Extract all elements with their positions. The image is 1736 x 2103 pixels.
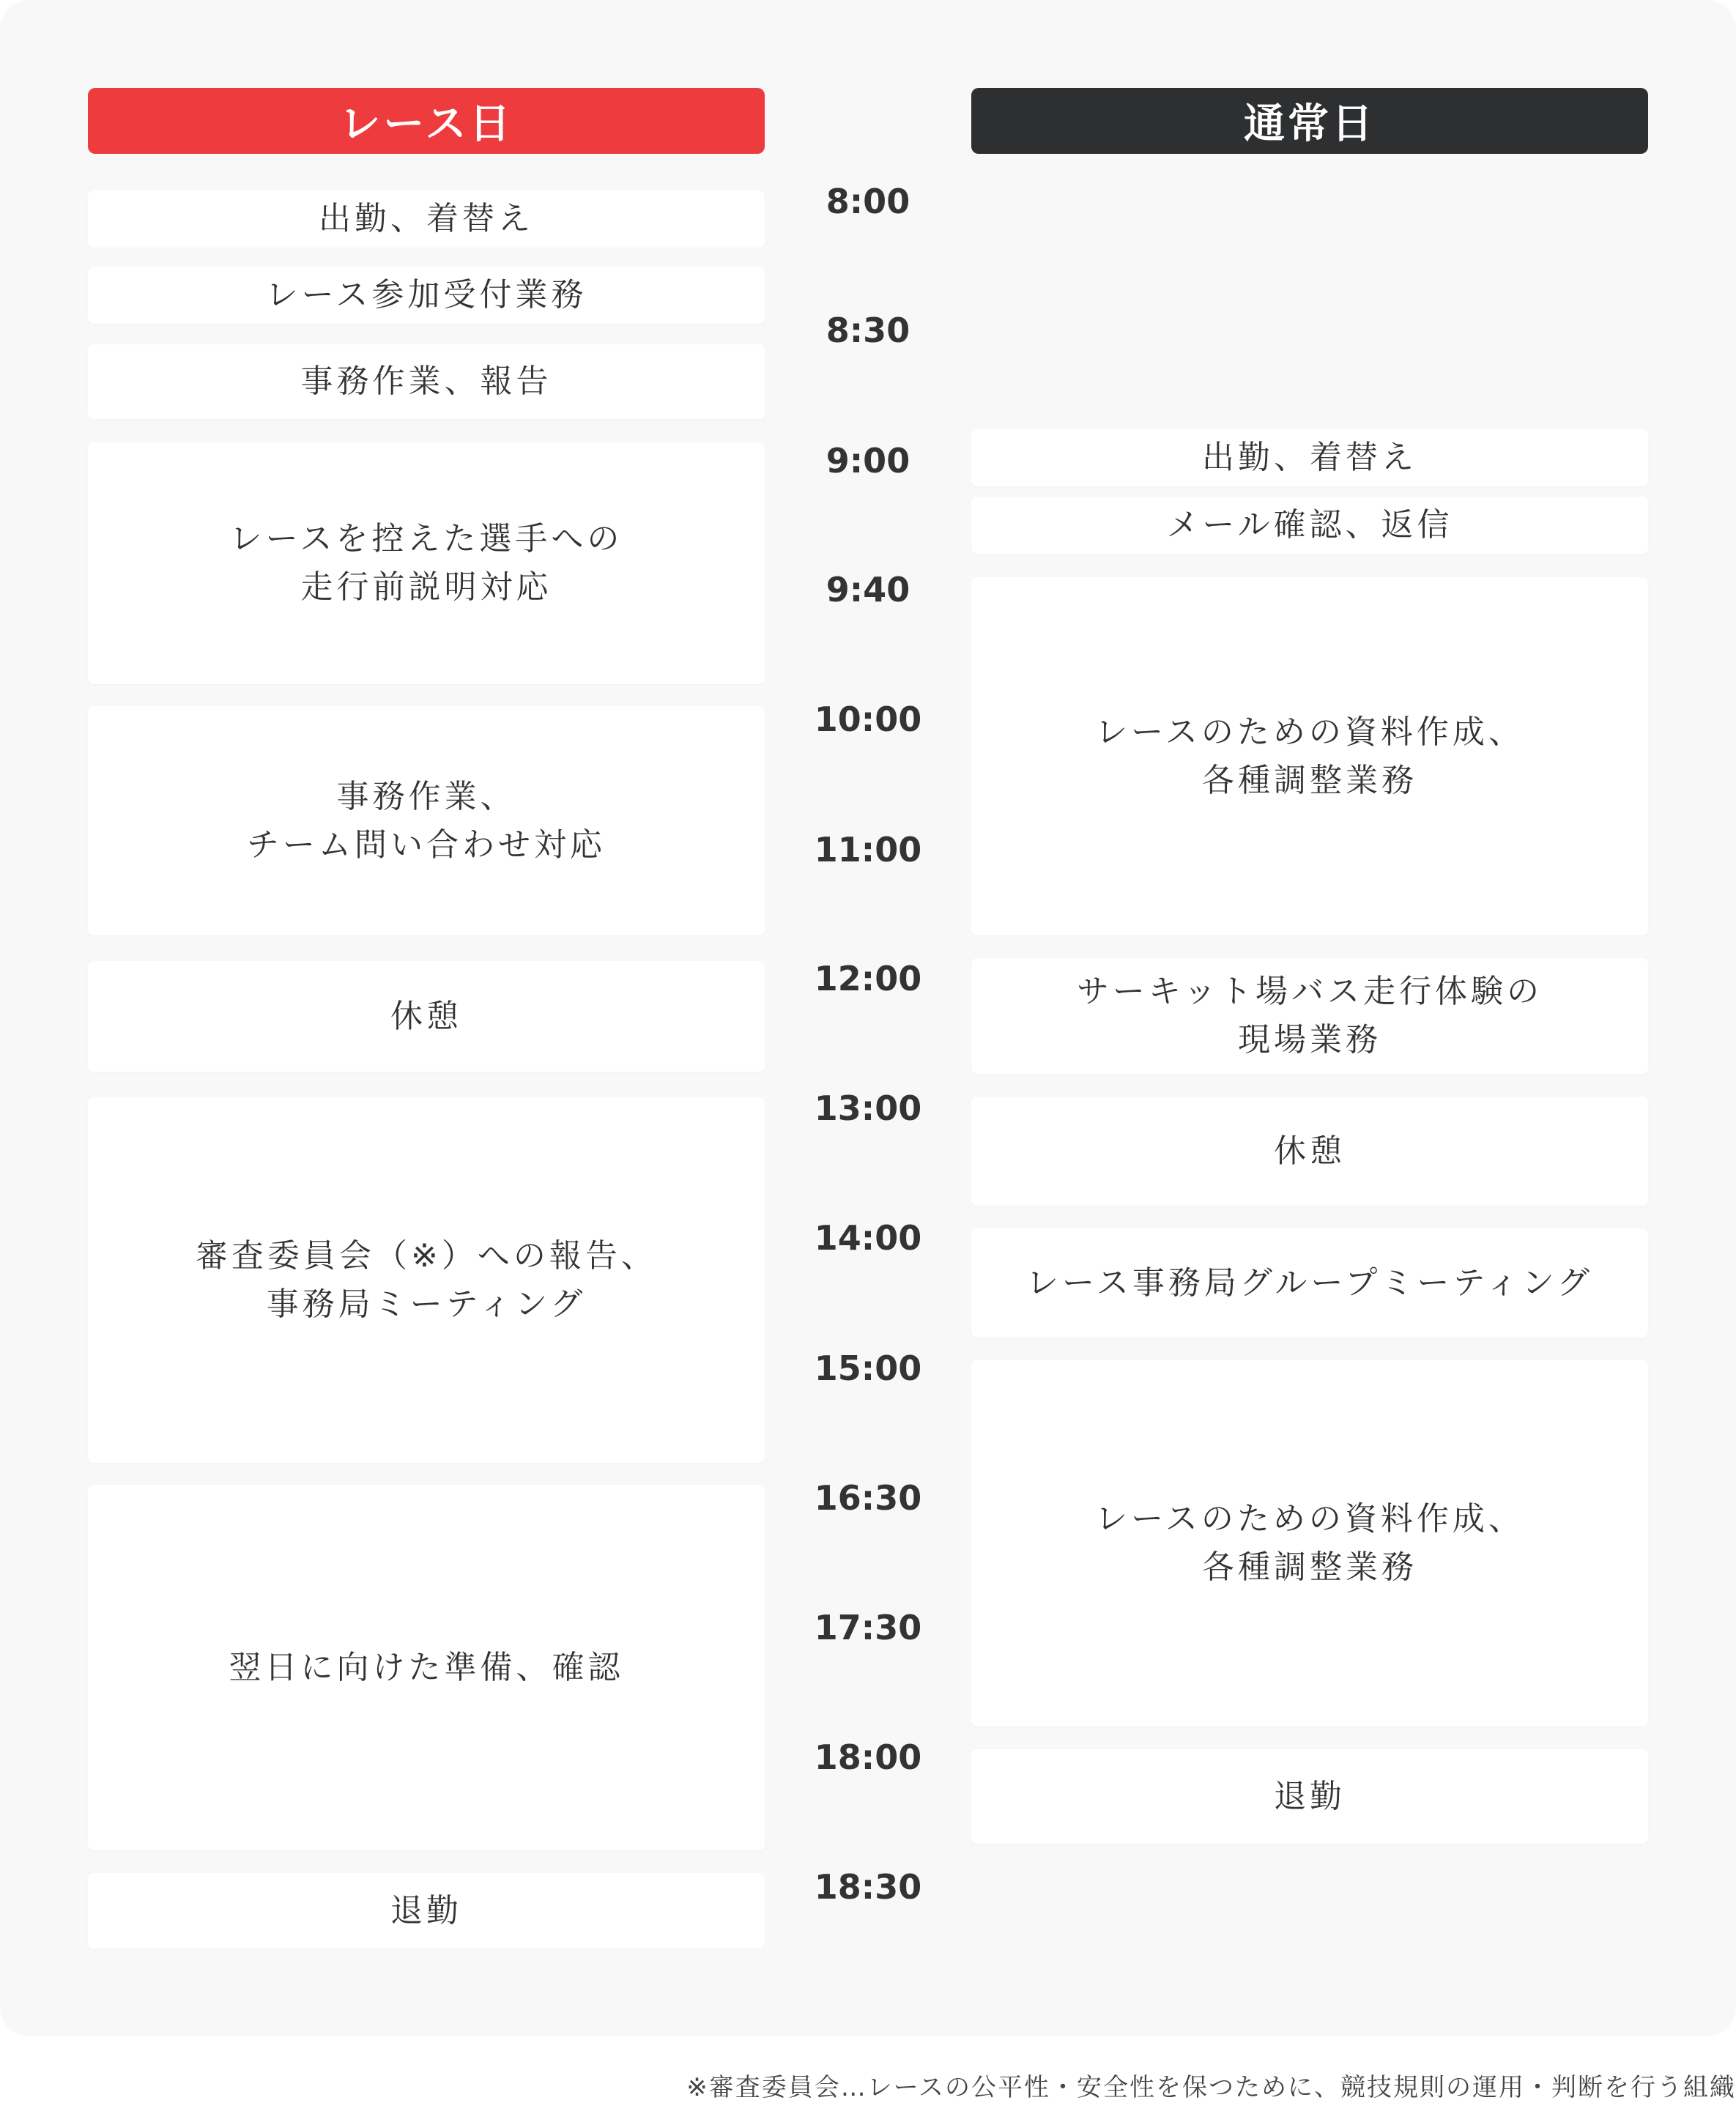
race-day-item: 翌日に向けた準備、確認: [88, 1485, 765, 1850]
normal-day-item: サーキット場バス走行体験の 現場業務: [971, 958, 1648, 1074]
race-day-item: レース参加受付業務: [88, 267, 765, 324]
race-day-item: 休憩: [88, 961, 765, 1072]
time-label: 8:30: [826, 311, 910, 350]
footnote: ※審査委員会…レースの公平性・安全性を保つために、競技規則の運用・判断を行う組織: [686, 2073, 1736, 2102]
normal-day-item: メール確認、返信: [971, 497, 1648, 554]
race-day-item: 事務作業、報告: [88, 344, 765, 419]
race-day-item: 出勤、着替え: [88, 190, 765, 248]
time-label: 10:00: [814, 700, 922, 739]
normal-day-header-label: 通常日: [1244, 100, 1376, 148]
time-label: 12:00: [814, 959, 922, 998]
time-label: 14:00: [814, 1218, 922, 1258]
normal-day-header: [971, 88, 1648, 154]
time-label: 15:00: [814, 1349, 922, 1388]
time-label: 11:00: [814, 830, 922, 869]
race-day-item: 審査委員会（※）への報告、 事務局ミーティング: [88, 1097, 765, 1463]
race-day-item: 事務作業、 チーム問い合わせ対応: [88, 706, 765, 935]
time-label: 17:30: [814, 1608, 922, 1647]
time-label: 18:00: [814, 1737, 922, 1777]
race-day-header-label: レース日: [339, 100, 513, 148]
normal-day-item: 出勤、着替え: [971, 429, 1648, 486]
normal-day-item: レースのための資料作成、 各種調整業務: [971, 1360, 1648, 1726]
race-day-item: 退勤: [88, 1873, 765, 1948]
time-label: 9:00: [826, 441, 910, 481]
normal-day-item: 休憩: [971, 1097, 1648, 1206]
normal-day-item: 退勤: [971, 1749, 1648, 1844]
race-day-item: レースを控えた選手への 走行前説明対応: [88, 442, 765, 684]
time-label: 18:30: [814, 1867, 922, 1907]
time-label: 8:00: [826, 182, 910, 221]
normal-day-item: レース事務局グループミーティング: [971, 1228, 1648, 1338]
normal-day-item: レースのための資料作成、 各種調整業務: [971, 577, 1648, 935]
race-day-header: [88, 88, 765, 154]
time-label: 9:40: [826, 570, 910, 609]
time-label: 13:00: [814, 1088, 922, 1128]
time-label: 16:30: [814, 1478, 922, 1518]
